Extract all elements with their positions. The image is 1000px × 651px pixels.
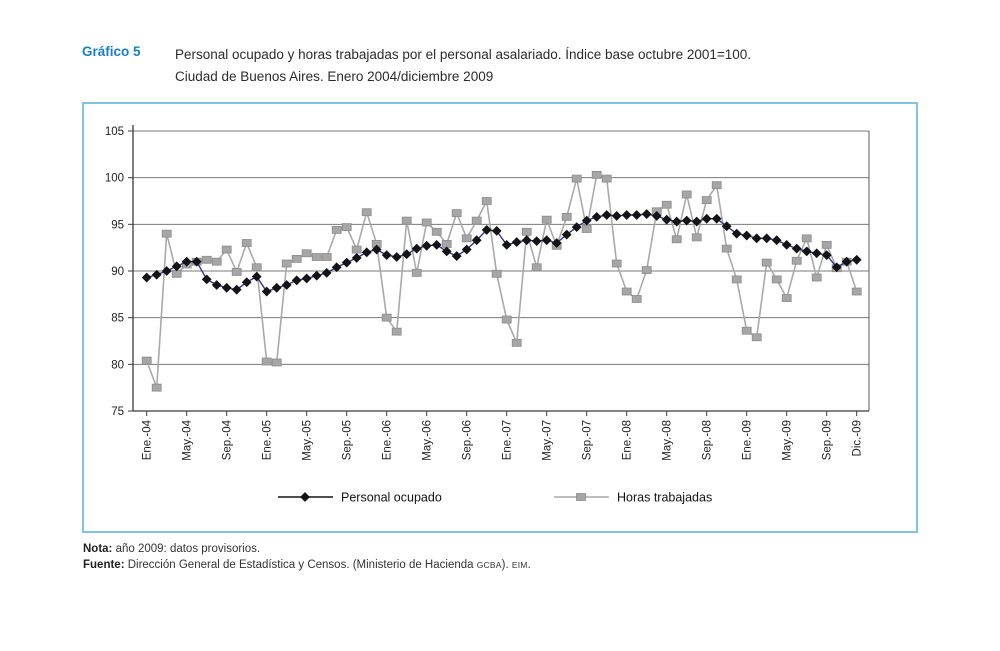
- chart-number-label: Gráfico 5: [82, 44, 141, 59]
- x-tick-label: Ene.-06: [381, 420, 394, 461]
- square-marker: [772, 276, 781, 283]
- square-marker: [577, 494, 586, 501]
- x-tick-label: May.-06: [421, 420, 434, 461]
- diamond-marker: [153, 271, 161, 279]
- diamond-marker: [623, 211, 631, 219]
- square-marker: [532, 264, 541, 271]
- square-marker: [852, 288, 861, 295]
- square-marker: [522, 228, 531, 235]
- square-marker: [572, 175, 581, 182]
- square-marker: [432, 228, 441, 235]
- diamond-marker: [263, 287, 271, 295]
- square-marker: [312, 254, 321, 261]
- square-marker: [712, 182, 721, 189]
- diamond-marker: [633, 211, 641, 219]
- diamond-marker: [333, 263, 341, 271]
- diamond-marker: [393, 253, 401, 261]
- diamond-marker: [223, 284, 231, 292]
- square-marker: [562, 213, 571, 220]
- square-marker: [362, 209, 371, 216]
- square-marker: [762, 259, 771, 266]
- diamond-marker: [603, 211, 611, 219]
- diamond-marker: [703, 215, 711, 223]
- x-tick-label: Sep.-05: [341, 420, 354, 461]
- x-tick-label: Dic.-09: [851, 420, 864, 457]
- square-marker: [672, 236, 681, 243]
- diamond-marker: [813, 249, 821, 257]
- square-marker: [342, 224, 351, 231]
- diamond-marker: [413, 244, 421, 252]
- square-marker: [482, 198, 491, 205]
- x-tick-label: Sep.-09: [821, 420, 834, 461]
- diamond-marker: [783, 241, 791, 249]
- y-tick-label: 95: [111, 219, 124, 232]
- square-marker: [632, 296, 641, 303]
- x-tick-label: Ene.-08: [621, 420, 634, 461]
- square-marker: [702, 197, 711, 204]
- square-marker: [742, 327, 751, 334]
- square-marker: [232, 268, 241, 275]
- x-tick-label: Ene.-07: [501, 420, 514, 461]
- diamond-marker: [323, 269, 331, 277]
- square-marker: [692, 234, 701, 241]
- y-tick-label: 75: [111, 406, 124, 418]
- diamond-marker: [763, 234, 771, 242]
- square-marker: [442, 240, 451, 247]
- square-marker: [202, 256, 211, 263]
- diamond-marker: [493, 227, 501, 235]
- eim-abbr: EIM: [511, 560, 528, 570]
- square-marker: [612, 260, 621, 267]
- square-marker: [642, 267, 651, 274]
- y-tick-label: 90: [111, 266, 124, 278]
- diamond-marker: [683, 216, 691, 224]
- square-marker: [382, 314, 391, 321]
- diamond-marker: [743, 231, 751, 239]
- chart-title-line2: Ciudad de Buenos Aires. Enero 2004/diciembre 2009: [175, 69, 494, 84]
- square-marker: [302, 250, 311, 257]
- square-marker: [352, 246, 361, 253]
- square-marker: [212, 258, 221, 265]
- diamond-marker: [613, 212, 621, 220]
- x-tick-label: Sep.-04: [221, 420, 234, 461]
- chart-title-line1: Personal ocupado y horas trabajadas por el personal asalariado. Índice base octubre 2001=100.: [175, 47, 752, 62]
- square-marker: [452, 210, 461, 217]
- square-marker: [722, 245, 731, 252]
- diamond-marker: [143, 273, 151, 281]
- square-marker: [502, 316, 511, 323]
- diamond-marker: [593, 213, 601, 221]
- square-marker: [582, 226, 591, 233]
- square-marker: [822, 241, 831, 248]
- square-marker: [152, 384, 161, 391]
- square-marker: [402, 217, 411, 224]
- chart-notes: [83, 541, 903, 573]
- square-marker: [162, 230, 171, 237]
- x-tick-label: Ene.-09: [741, 420, 754, 461]
- diamond-marker: [453, 252, 461, 260]
- square-marker: [252, 264, 261, 271]
- square-marker: [802, 235, 811, 242]
- diamond-marker: [433, 241, 441, 249]
- diamond-marker: [423, 242, 431, 250]
- diamond-marker: [853, 256, 861, 264]
- series-line-personal-ocupado: [147, 214, 857, 291]
- square-marker: [142, 357, 151, 364]
- square-marker: [492, 270, 501, 277]
- series-line-horas-trabajadas: [147, 175, 857, 388]
- diamond-marker: [353, 254, 361, 262]
- diamond-marker: [343, 258, 351, 266]
- square-marker: [512, 339, 521, 346]
- square-marker: [472, 217, 481, 224]
- diamond-marker: [301, 493, 309, 501]
- square-marker: [622, 288, 631, 295]
- x-tick-label: Ene.-04: [141, 420, 154, 461]
- x-tick-label: Sep.-07: [581, 420, 594, 461]
- diamond-marker: [253, 272, 261, 280]
- y-tick-label: 80: [111, 359, 124, 372]
- square-marker: [412, 269, 421, 276]
- y-tick-label: 100: [104, 172, 124, 185]
- fuente-label: Fuente:: [83, 559, 125, 571]
- x-tick-label: May.-07: [541, 420, 554, 461]
- diamond-marker: [773, 236, 781, 244]
- diamond-marker: [793, 244, 801, 252]
- square-marker: [732, 276, 741, 283]
- line-chart: [84, 104, 916, 531]
- square-marker: [172, 270, 181, 277]
- square-marker: [272, 359, 281, 366]
- square-marker: [792, 257, 801, 264]
- diamond-marker: [513, 238, 521, 246]
- diamond-marker: [753, 234, 761, 242]
- x-tick-label: Ene.-05: [261, 420, 274, 461]
- square-marker: [662, 201, 671, 208]
- gcba-abbr: GCBA: [476, 560, 502, 570]
- diamond-marker: [443, 247, 451, 255]
- y-tick-label: 85: [111, 312, 124, 325]
- square-marker: [602, 175, 611, 182]
- x-tick-label: May.-04: [181, 420, 194, 461]
- square-marker: [812, 274, 821, 281]
- legend-label-personal-ocupado: Personal ocupado: [341, 490, 442, 505]
- diamond-marker: [643, 210, 651, 218]
- square-marker: [542, 216, 551, 223]
- x-tick-label: May.-08: [661, 420, 674, 461]
- legend-label-horas-trabajadas: Horas trabajadas: [617, 490, 713, 505]
- square-marker: [332, 226, 341, 233]
- x-tick-label: Sep.-06: [461, 420, 474, 461]
- square-marker: [782, 295, 791, 302]
- nota-label: Nota:: [83, 543, 113, 555]
- diamond-marker: [383, 251, 391, 259]
- chart-title: [175, 44, 935, 88]
- square-marker: [392, 328, 401, 335]
- diamond-marker: [363, 248, 371, 256]
- nota-line: Nota: año 2009: datos provisorios.: [83, 543, 261, 555]
- square-marker: [292, 255, 301, 262]
- fuente-line: Fuente: Dirección General de Estadística y Censos. (Ministerio de Hacienda GCBA). EIM.: [83, 559, 531, 571]
- square-marker: [462, 235, 471, 242]
- square-marker: [262, 358, 271, 365]
- x-tick-label: May.-05: [301, 420, 314, 461]
- square-marker: [222, 246, 231, 253]
- square-marker: [242, 240, 251, 247]
- square-marker: [322, 254, 331, 261]
- diamond-marker: [213, 281, 221, 289]
- square-marker: [422, 219, 431, 226]
- x-tick-label: May.-09: [781, 420, 794, 461]
- x-tick-label: Sep.-08: [701, 420, 714, 461]
- square-marker: [682, 191, 691, 198]
- diamond-marker: [273, 284, 281, 292]
- square-marker: [282, 260, 291, 267]
- square-marker: [752, 334, 761, 341]
- square-marker: [592, 171, 601, 178]
- diamond-marker: [533, 237, 541, 245]
- y-tick-label: 105: [104, 126, 124, 138]
- diamond-marker: [293, 276, 301, 284]
- diamond-marker: [203, 275, 211, 283]
- diamond-marker: [313, 271, 321, 279]
- chart-frame: [82, 102, 918, 533]
- diamond-marker: [303, 274, 311, 282]
